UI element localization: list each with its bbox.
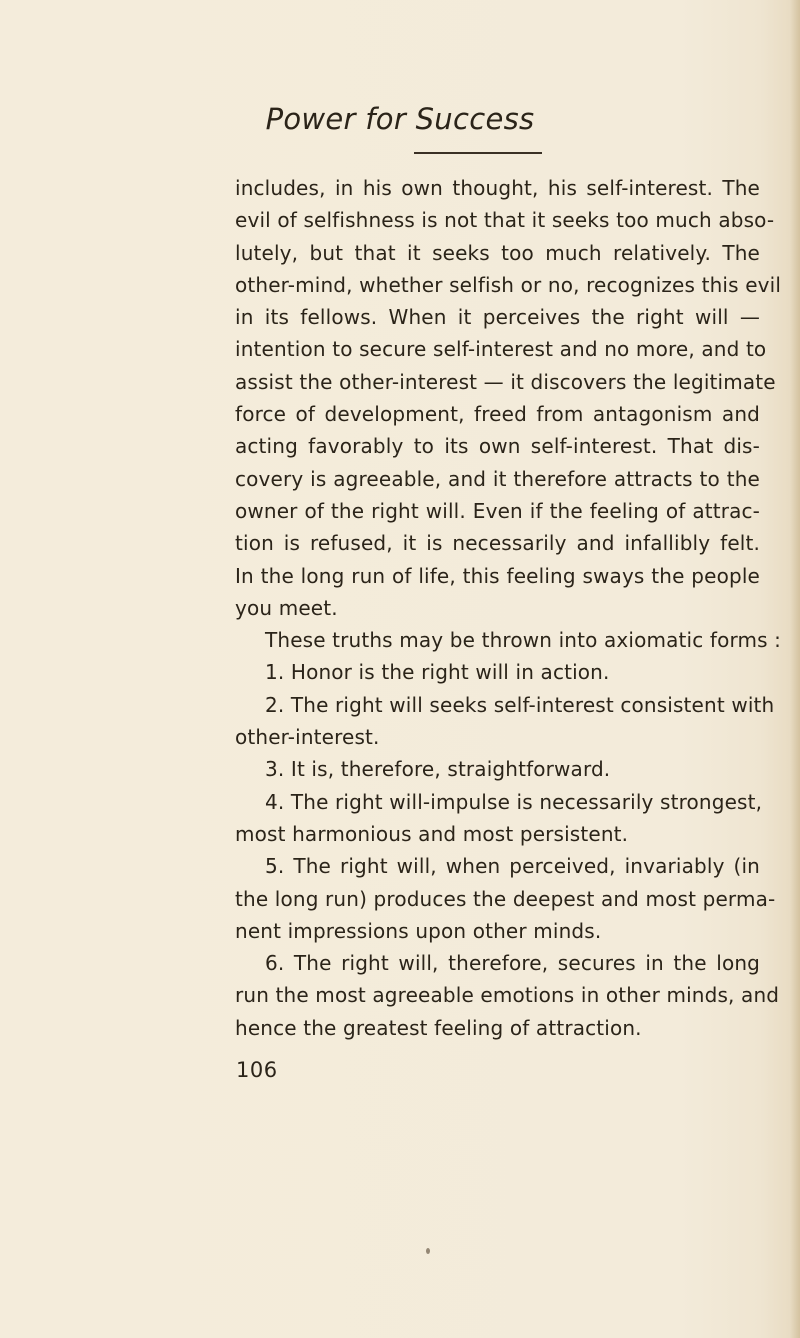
text-line: hence the greatest feeling of attraction.	[235, 1015, 642, 1040]
body-text	[235, 172, 782, 1044]
text-line: tion is refused, it is necessarily and infallibly felt.	[235, 531, 760, 556]
text-line: evil of selfishness is not that it seeks too much abso-	[235, 208, 775, 233]
text-line: In the long run of life, this feeling sways the people	[235, 563, 760, 588]
list-item: 4. The right will-impulse is necessarily strongest,	[265, 789, 763, 814]
text-line: assist the other-interest — it discovers the legitimate	[235, 369, 776, 394]
text-line: you meet.	[235, 595, 338, 620]
text-line: nent impressions upon other minds.	[235, 918, 602, 943]
list-item: 1. Honor is the right will in action.	[265, 660, 610, 685]
text-line: These truths may be thrown into axiomatic forms :	[265, 628, 782, 653]
text-line: in its fellows. When it perceives the right will —	[235, 305, 760, 330]
page-number: 106	[236, 1058, 278, 1082]
text-line: intention to secure self-interest and no more, and to	[235, 337, 767, 362]
text-line: owner of the right will. Even if the feeling of attrac-	[235, 498, 760, 523]
text-line: run the most agreeable emotions in other minds, and	[235, 983, 780, 1008]
text-line: acting favorably to its own self-interest. That dis-	[235, 434, 760, 459]
text-line: other-interest.	[235, 725, 380, 750]
text-line: most harmonious and most persistent.	[235, 821, 629, 846]
list-item: 2. The right will seeks self-interest consistent with	[265, 692, 775, 717]
text-line: the long run) produces the deepest and most perma-	[235, 886, 776, 911]
list-item: 6. The right will, therefore, secures in the long	[265, 951, 760, 976]
running-head: Power for Success	[265, 102, 535, 136]
page-edge-shadow	[790, 0, 800, 1338]
text-line: includes, in his own thought, his self-interest. The	[235, 176, 760, 200]
text-line: lutely, but that it seeks too much relatively. The	[235, 240, 760, 265]
text-line: other-mind, whether selfish or no, recognizes this evil	[235, 272, 782, 297]
list-item: 3. It is, therefore, straightforward.	[265, 757, 611, 782]
ink-speck	[426, 1248, 430, 1254]
header-rule	[414, 152, 542, 154]
text-line: covery is agreeable, and it therefore attracts to the	[235, 466, 760, 491]
list-item: 5. The right will, when perceived, invariably (in	[265, 854, 760, 879]
text-line: force of development, freed from antagonism and	[235, 402, 760, 427]
